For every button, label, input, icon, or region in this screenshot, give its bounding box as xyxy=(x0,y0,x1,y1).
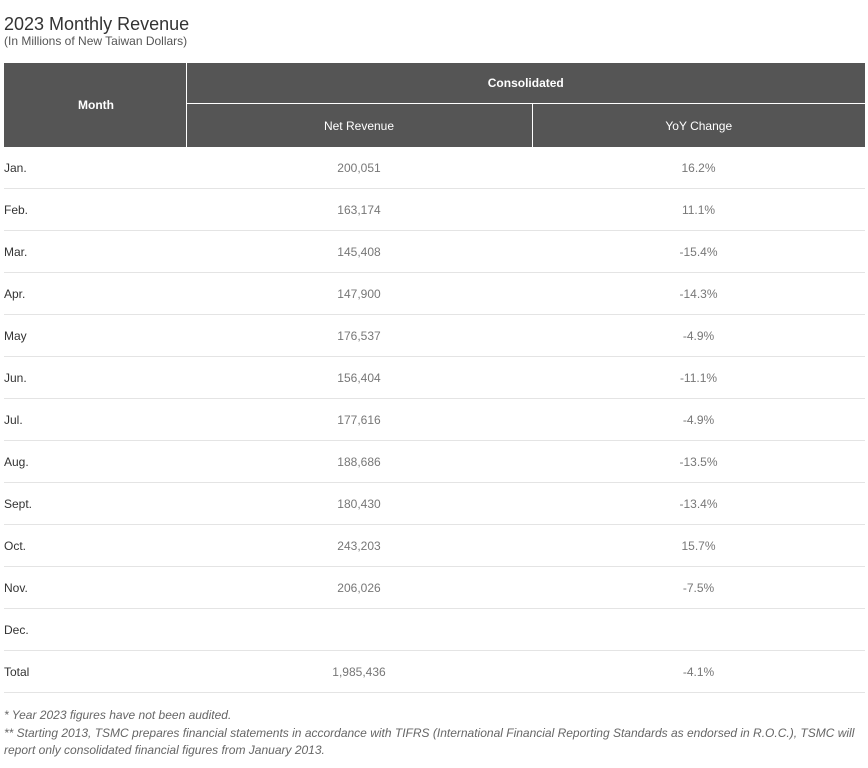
month-cell: Sept. xyxy=(4,483,186,525)
month-cell: Feb. xyxy=(4,189,186,231)
table-body xyxy=(4,147,865,693)
footnote-audit: * Year 2023 figures have not been audited. xyxy=(4,708,232,722)
page-subtitle: (In Millions of New Taiwan Dollars) xyxy=(4,34,188,48)
month-cell: Dec. xyxy=(4,609,186,651)
yoy-change-cell: -14.3% xyxy=(532,273,865,315)
yoy-change-cell xyxy=(532,609,865,651)
net-revenue-cell: 188,686 xyxy=(186,441,532,483)
table-row xyxy=(4,189,865,231)
yoy-change-cell: -4.9% xyxy=(532,399,865,441)
net-revenue-column-header: Net Revenue xyxy=(186,104,532,147)
page-title: 2023 Monthly Revenue xyxy=(4,14,190,35)
net-revenue-cell: 176,537 xyxy=(186,315,532,357)
table-row xyxy=(4,399,865,441)
yoy-change-cell: -13.4% xyxy=(532,483,865,525)
month-cell: Jan. xyxy=(4,147,186,189)
month-cell: Oct. xyxy=(4,525,186,567)
month-cell: Aug. xyxy=(4,441,186,483)
table-row-total xyxy=(4,651,865,693)
yoy-change-cell: -4.9% xyxy=(532,315,865,357)
net-revenue-cell: 200,051 xyxy=(186,147,532,189)
table-row xyxy=(4,315,865,357)
net-revenue-cell: 156,404 xyxy=(186,357,532,399)
net-revenue-cell: 1,985,436 xyxy=(186,651,532,693)
yoy-change-cell: 16.2% xyxy=(532,147,865,189)
table-row xyxy=(4,231,865,273)
net-revenue-cell: 243,203 xyxy=(186,525,532,567)
table-row xyxy=(4,609,865,651)
yoy-change-cell: -13.5% xyxy=(532,441,865,483)
table-row xyxy=(4,147,865,189)
net-revenue-cell: 163,174 xyxy=(186,189,532,231)
net-revenue-cell: 147,900 xyxy=(186,273,532,315)
table-header xyxy=(4,63,865,147)
footnote-tifrs: ** Starting 2013, TSMC prepares financial statements in accordance with TIFRS (International Financial Reporting Standards as endorsed in R.O.C.), TSMC will report only consolidated financial figures from January 2013. xyxy=(4,725,855,757)
month-column-header: Month xyxy=(4,63,186,147)
yoy-change-column-header: YoY Change xyxy=(532,104,865,147)
table-row xyxy=(4,357,865,399)
footnotes xyxy=(4,707,866,760)
table-row xyxy=(4,483,865,525)
net-revenue-cell: 177,616 xyxy=(186,399,532,441)
table-row xyxy=(4,567,865,609)
table-row xyxy=(4,525,865,567)
revenue-table xyxy=(4,63,865,693)
yoy-change-cell: -15.4% xyxy=(532,231,865,273)
net-revenue-cell xyxy=(186,609,532,651)
table-row xyxy=(4,441,865,483)
net-revenue-cell: 145,408 xyxy=(186,231,532,273)
yoy-change-cell: 11.1% xyxy=(532,189,865,231)
month-cell: Jun. xyxy=(4,357,186,399)
net-revenue-cell: 206,026 xyxy=(186,567,532,609)
month-cell: Nov. xyxy=(4,567,186,609)
month-cell: Jul. xyxy=(4,399,186,441)
consolidated-group-header: Consolidated xyxy=(186,63,865,104)
yoy-change-cell: -4.1% xyxy=(532,651,865,693)
table-row xyxy=(4,273,865,315)
net-revenue-cell: 180,430 xyxy=(186,483,532,525)
yoy-change-cell: -11.1% xyxy=(532,357,865,399)
month-cell: Total xyxy=(4,651,186,693)
yoy-change-cell: 15.7% xyxy=(532,525,865,567)
yoy-change-cell: -7.5% xyxy=(532,567,865,609)
month-cell: May xyxy=(4,315,186,357)
month-cell: Mar. xyxy=(4,231,186,273)
month-cell: Apr. xyxy=(4,273,186,315)
